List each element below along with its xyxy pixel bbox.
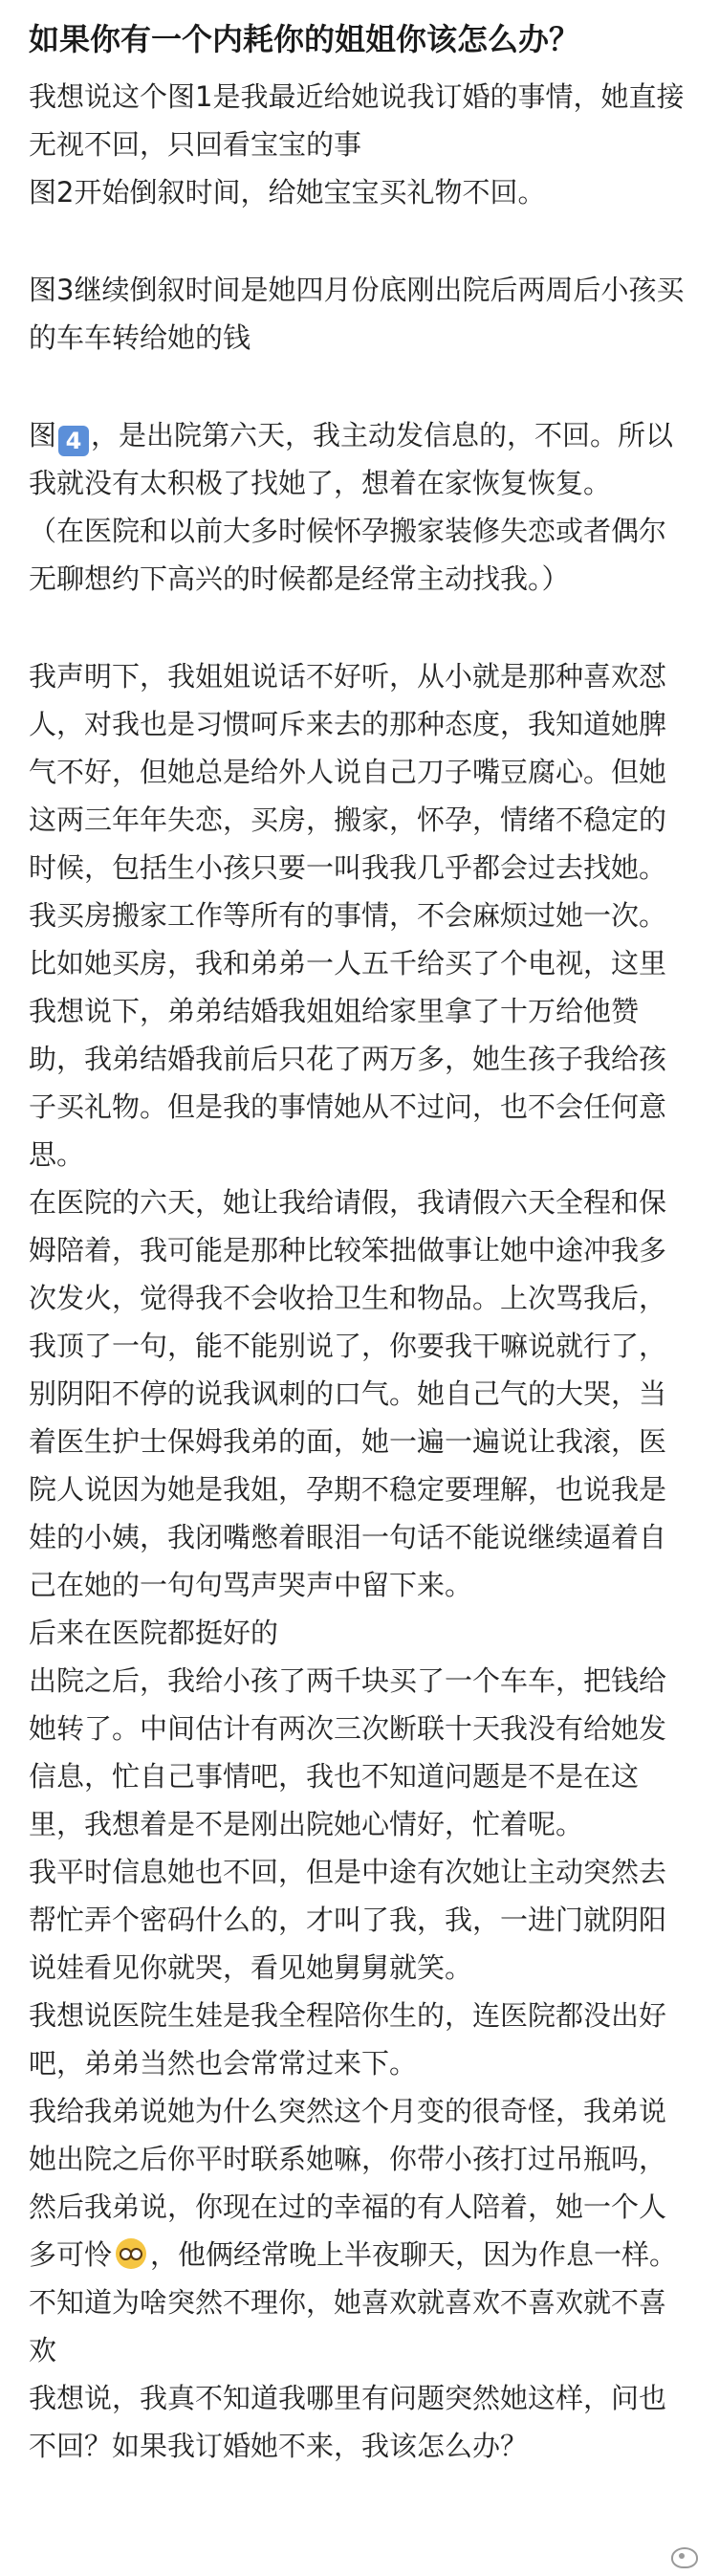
paragraph-2: 图3继续倒叙时间是她四月份底刚出院后两周后小孩买的车车转给她的钱 — [29, 274, 685, 354]
post-container — [0, 19, 719, 2470]
spacer — [29, 362, 692, 411]
watermark — [671, 2547, 698, 2568]
paragraph-11: 我想说，我真不知道我哪里有问题突然她这样，问也不回？如果我订婚她不来，我该怎么办？ — [29, 2382, 667, 2462]
paragraph-10 — [29, 2087, 692, 2374]
pleading-face-icon — [116, 2238, 146, 2269]
paragraph-3-prefix: 图 — [29, 419, 57, 451]
paragraph-10-text-a: 我给我弟说她为什么突然这个月变的很奇怪，我弟说她出院之后你平时联系她嘛，你带小孩打过吊瓶吗，然后我弟说，你现在过的幸福的有人陪着，她一个人多可怜 — [29, 2095, 667, 2271]
paragraph-3-text: ，是出院第六天，我主动发信息的，不回。所以我就没有太积极了找她了，想着在家恢复恢复。 （在医院和以前大多时候怀孕搬家装修失恋或者偶尔无聊想约下高兴的时候都是经常主动找我。） — [29, 419, 674, 595]
keycap-4-icon: 4 — [58, 426, 89, 456]
weibo-logo-icon — [671, 2547, 698, 2568]
paragraph-7: 出院之后，我给小孩了两千块买了一个车车，把钱给她转了。中间估计有两次三次断联十天我没有给她发信息，忙自己事情吧，我也不知道问题是不是在这里，我想着是不是刚出院她心情好，忙着呢。 — [29, 1664, 667, 1840]
paragraph-4: 我声明下，我姐姐说话不好听，从小就是那种喜欢怼人，对我也是习惯呵斥来去的那种态度，我知道她脾气不好，但她总是给外人说自己刀子嘴豆腐心。但她这两三年年失恋，买房，搬家，怀孕，情绪不稳定的时候，包括生小孩只要一叫我我几乎都会过去找她。我买房搬家工作等所有的事情，不会麻烦过她一次。比如她买房，我和弟弟一人五千给买了个电视，这里我想说下，弟弟结婚我姐姐给家里拿了十万给他赞助，我弟结婚我前后只花了两万多，她生孩子我给孩子买礼物。但是我的事情她从不过问，也不会任何意思。 — [29, 660, 667, 1171]
spacer — [29, 603, 692, 652]
post-title: 如果你有一个内耗你的姐姐你该怎么办？ — [29, 21, 580, 57]
paragraph-1: 我想说这个图1是我最近给她说我订婚的事情，她直接无视不回，只回看宝宝的事 图2开始倒叙时间，给她宝宝买礼物不回。 — [29, 80, 685, 209]
paragraph-9: 我想说医院生娃是我全程陪你生的，连医院都没出好吧，弟弟当然也会常常过来下。 — [29, 1999, 667, 2080]
paragraph-3 — [29, 411, 692, 603]
paragraph-6: 后来在医院都挺好的 — [29, 1617, 279, 1649]
paragraph-5: 在医院的六天，她让我给请假，我请假六天全程和保姆陪着，我可能是那种比较笨拙做事让她中途冲我多次发火，觉得我不会收拾卫生和物品。上次骂我后，我顶了一句，能不能别说了，你要我干嘛说就行了，别阴阳不停的说我讽刺的口气。她自己气的大哭，当着医生护士保姆我弟的面，她一遍一遍说让我滚，医院人说因为她是我姐，孕期不稳定要理解，也说我是娃的小姨，我闭嘴憋着眼泪一句话不能说继续逼着自己在她的一句句骂声哭声中留下来。 — [29, 1186, 667, 1601]
paragraph-8: 我平时信息她也不回，但是中途有次她让主动突然去帮忙弄个密码什么的，才叫了我，我，一进门就阴阳说娃看见你就哭，看见她舅舅就笑。 — [29, 1856, 667, 1984]
spacer — [29, 216, 692, 266]
paragraph-10-text-b: ，他俩经常晚上半夜聊天，因为作息一样。不知道为啥突然不理你，她喜欢就喜欢不喜欢就不喜欢 — [29, 2238, 678, 2367]
